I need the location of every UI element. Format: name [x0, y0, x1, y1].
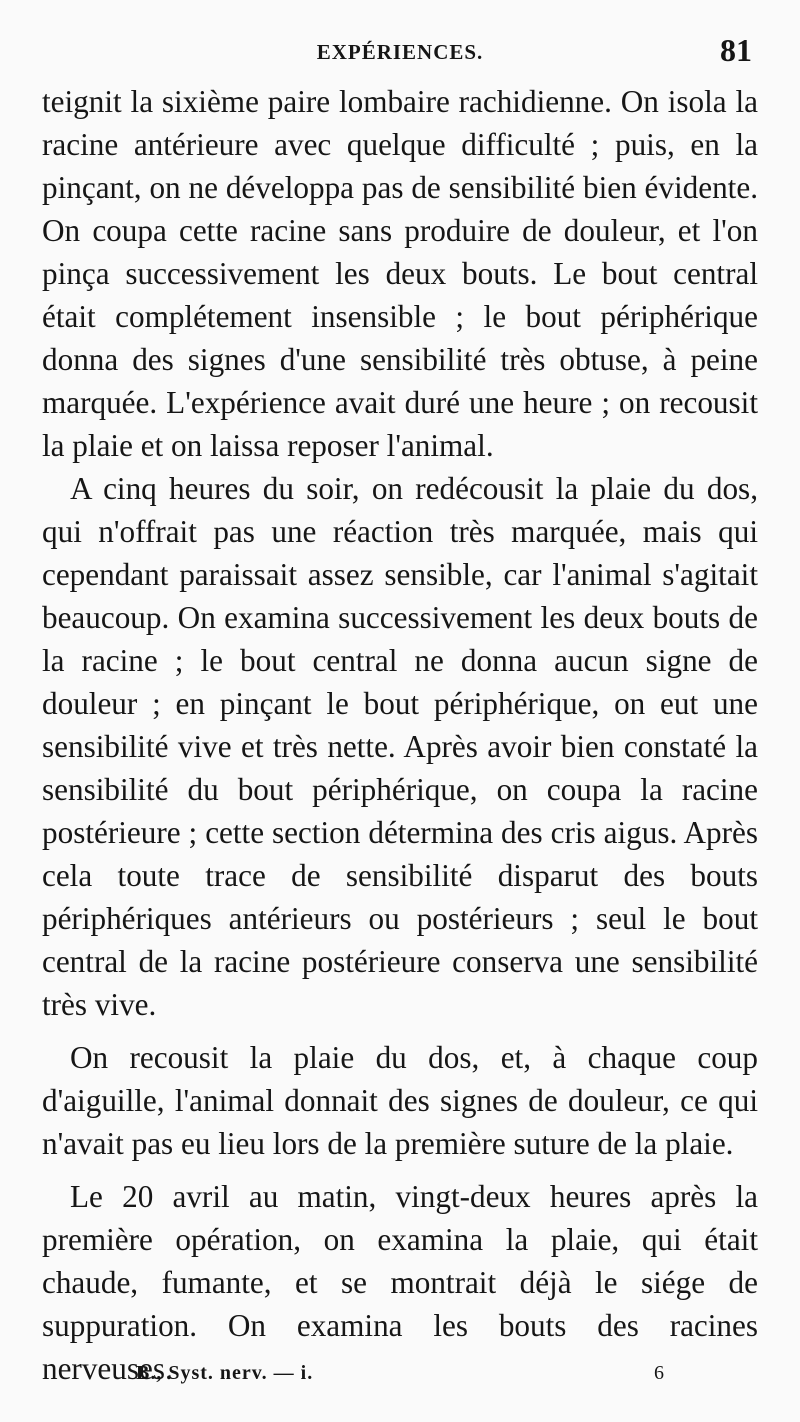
body-text: [42, 80, 758, 1390]
running-title: EXPÉRIENCES.: [316, 40, 484, 64]
page-number: 81: [720, 32, 752, 68]
paragraph-suture: On recousit la plaie du dos, et, à chaque coup d'aiguille, l'animal donnait des signes de douleur, ce qui n'avait pas eu lieu lors de la première suture de la plaie.: [42, 1040, 758, 1161]
printer-signature: B., Syst. nerv. — i.: [136, 1362, 314, 1384]
page-footer: [0, 1362, 800, 1392]
sheet-number: 6: [654, 1362, 664, 1384]
paragraph-evening-examination: A cinq heures du soir, on redécousit la plaie du dos, qui n'offrait pas une réaction très marquée, mais qui cependant paraissait assez sensible, car l'animal s'agitait beaucoup. On examina successivement les deux bouts de la racine ; le bout central ne donna aucun signe de douleur ; en pinçant le bout périphérique, on eut une sensibilité vive et très nette. Après avoir bien constaté la sensibilité du bout périphérique, on coupa la racine postérieure ; cette section détermina des cris aigus. Après cela toute trace de sensibilité disparut des bouts périphériques antérieurs ou postérieurs ; seul le bout central de la racine postérieure conserva une sensibilité très vive.: [42, 471, 758, 1022]
running-head: [0, 30, 800, 70]
paragraph-continuation: teignit la sixième paire lombaire rachidienne. On isola la racine antérieure avec quelque difficulté ; puis, en la pinçant, on ne développa pas de sensibilité bien évidente. On coupa cette racine sans produire de douleur, et l'on pinça successivement les deux bouts. Le bout central était complétement insensible ; le bout périphérique donna des signes d'une sensibilité très obtuse, à peine marquée. L'expérience avait duré une heure ; on recousit la plaie et on laissa reposer l'animal.: [42, 84, 758, 463]
paragraph-april-20: Le 20 avril au matin, vingt-deux heures après la première opération, on examina la plaie, qui était chaude, fumante, et se montrait déjà le siége de suppuration. On examina les bouts des racines nerveuses.: [42, 1179, 758, 1386]
